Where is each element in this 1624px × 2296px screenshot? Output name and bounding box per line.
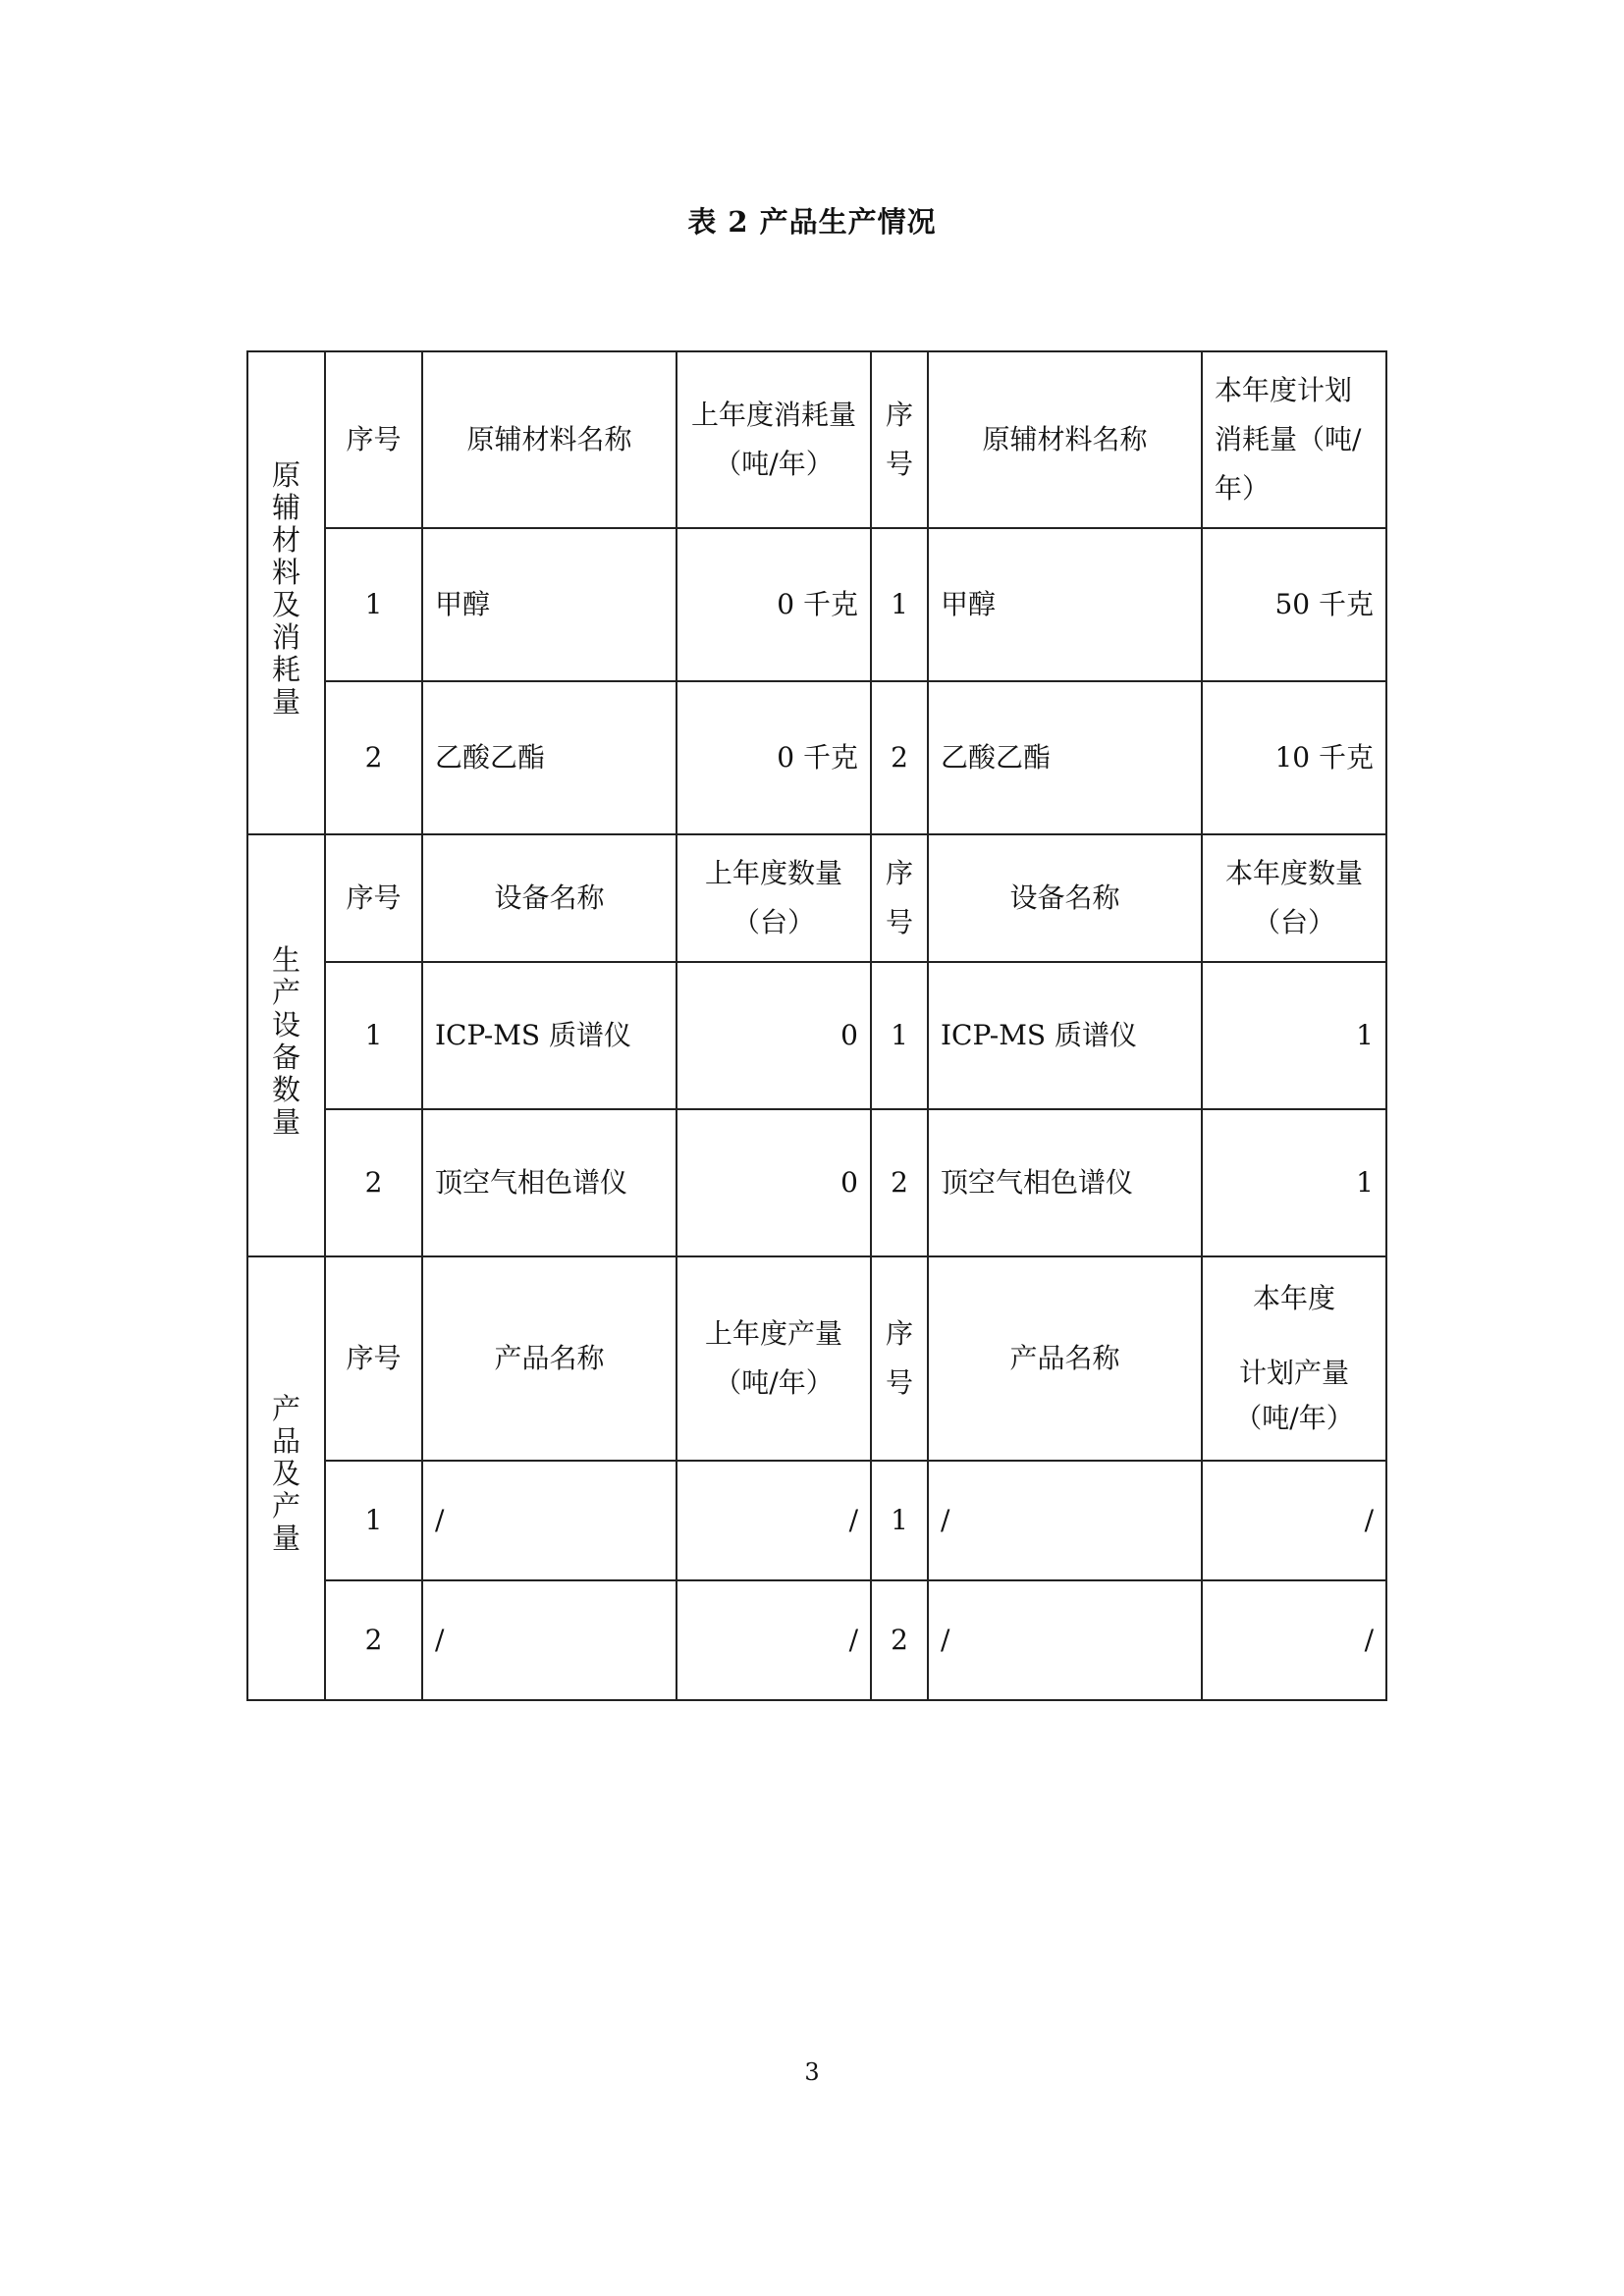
- cell-this-year-count: 1: [1202, 1109, 1386, 1256]
- header-equipment-name-2: 设备名称: [928, 834, 1202, 962]
- cell-this-year-count: 1: [1202, 962, 1386, 1109]
- header-last-year-output: 上年度产量（吨/年）: [677, 1256, 871, 1461]
- cell-seq: 2: [325, 681, 422, 834]
- equipment-header-row: [247, 834, 1386, 962]
- header-seq-2: 序号: [871, 834, 928, 962]
- materials-section-label: 原辅材料及消耗量: [247, 351, 325, 834]
- table-row: [247, 962, 1386, 1109]
- cell-last-year-count: 0: [677, 962, 871, 1109]
- table-row: [247, 528, 1386, 681]
- header-planned-output-line3: （吨/年）: [1234, 1402, 1354, 1434]
- page-number: 3: [804, 2058, 820, 2086]
- cell-material-name: 甲醇: [422, 528, 677, 681]
- cell-seq-2: 2: [871, 1580, 928, 1700]
- table-row: [247, 1580, 1386, 1700]
- cell-last-year-consumption: 0 千克: [677, 681, 871, 834]
- header-last-year-count: 上年度数量（台）: [677, 834, 871, 962]
- production-table: [246, 350, 1387, 1701]
- header-planned-output: [1202, 1256, 1386, 1461]
- cell-seq: 1: [325, 528, 422, 681]
- cell-planned-output: /: [1202, 1461, 1386, 1580]
- cell-planned-output: /: [1202, 1580, 1386, 1700]
- header-seq: 序号: [325, 834, 422, 962]
- cell-product-name-2: /: [928, 1461, 1202, 1580]
- cell-planned-consumption: 50 千克: [1202, 528, 1386, 681]
- cell-seq: 2: [325, 1109, 422, 1256]
- cell-seq-2: 1: [871, 962, 928, 1109]
- table-row: [247, 1109, 1386, 1256]
- cell-last-year-output: /: [677, 1580, 871, 1700]
- products-section-label: 产品及产量: [247, 1256, 325, 1700]
- cell-equipment-name: ICP-MS 质谱仪: [422, 962, 677, 1109]
- table-title: 表 2 产品生产情况: [687, 205, 937, 239]
- cell-equipment-name: 顶空气相色谱仪: [422, 1109, 677, 1256]
- header-planned-consumption: 本年度计划消耗量（吨/年）: [1202, 351, 1386, 528]
- equipment-section-label: 生产设备数量: [247, 834, 325, 1256]
- cell-material-name-2: 乙酸乙酯: [928, 681, 1202, 834]
- header-product-name: 产品名称: [422, 1256, 677, 1461]
- header-seq-2: 序号: [871, 1256, 928, 1461]
- cell-seq-2: 1: [871, 1461, 928, 1580]
- cell-material-name-2: 甲醇: [928, 528, 1202, 681]
- header-seq: 序号: [325, 1256, 422, 1461]
- cell-last-year-output: /: [677, 1461, 871, 1580]
- header-material-name: 原辅材料名称: [422, 351, 677, 528]
- cell-material-name: 乙酸乙酯: [422, 681, 677, 834]
- cell-last-year-count: 0: [677, 1109, 871, 1256]
- header-seq-2: 序号: [871, 351, 928, 528]
- table-row: [247, 681, 1386, 834]
- header-planned-output-line1: 本年度: [1252, 1282, 1335, 1314]
- header-material-name-2: 原辅材料名称: [928, 351, 1202, 528]
- table-row: [247, 1461, 1386, 1580]
- cell-seq-2: 2: [871, 681, 928, 834]
- cell-seq-2: 2: [871, 1109, 928, 1256]
- header-planned-output-line2: 计划产量: [1238, 1357, 1349, 1389]
- cell-planned-consumption: 10 千克: [1202, 681, 1386, 834]
- products-header-row: [247, 1256, 1386, 1461]
- cell-equipment-name-2: 顶空气相色谱仪: [928, 1109, 1202, 1256]
- cell-seq: 1: [325, 962, 422, 1109]
- cell-product-name-2: /: [928, 1580, 1202, 1700]
- cell-last-year-consumption: 0 千克: [677, 528, 871, 681]
- header-this-year-count: 本年度数量（台）: [1202, 834, 1386, 962]
- cell-product-name: /: [422, 1580, 677, 1700]
- cell-seq: 2: [325, 1580, 422, 1700]
- materials-header-row: [247, 351, 1386, 528]
- cell-seq-2: 1: [871, 528, 928, 681]
- header-equipment-name: 设备名称: [422, 834, 677, 962]
- cell-seq: 1: [325, 1461, 422, 1580]
- cell-equipment-name-2: ICP-MS 质谱仪: [928, 962, 1202, 1109]
- header-last-year-consumption: 上年度消耗量（吨/年）: [677, 351, 871, 528]
- cell-product-name: /: [422, 1461, 677, 1580]
- header-seq: 序号: [325, 351, 422, 528]
- header-product-name-2: 产品名称: [928, 1256, 1202, 1461]
